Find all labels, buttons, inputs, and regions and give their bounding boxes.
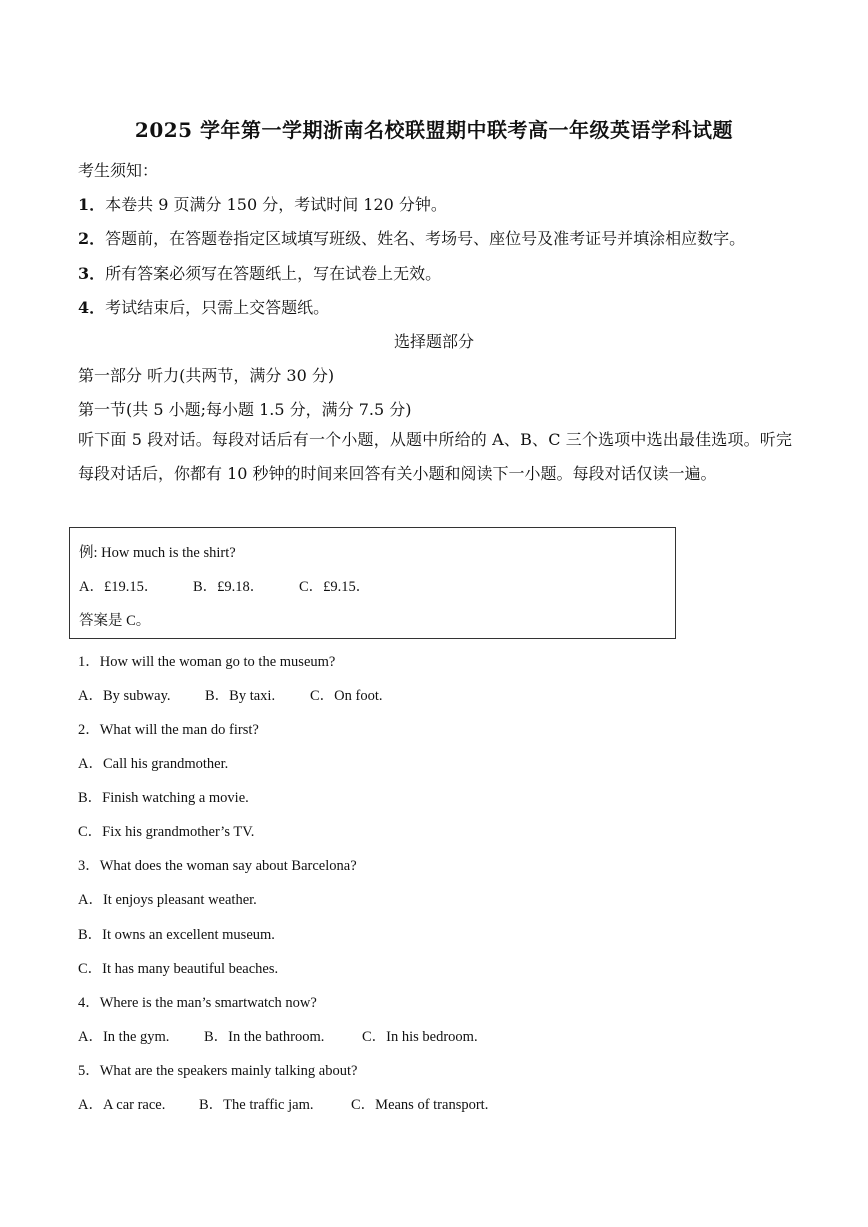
option-a: A．By subway.	[78, 688, 171, 704]
example-options	[79, 575, 370, 596]
notice-item-2	[78, 226, 745, 249]
notice-item-text: 本卷共 9 页满分 150 分，考试时间 120 分钟。	[105, 195, 447, 214]
option-a: A．In the gym.	[78, 1029, 170, 1045]
option-b: B．It owns an excellent museum.	[78, 927, 275, 943]
notice-heading: 考生须知：	[78, 161, 159, 180]
notice-item-text: 答题前，在答题卷指定区域填写班级、姓名、考场号、座位号及准考证号并填涂相应数字。	[105, 229, 746, 248]
example-option-b: B．£9.18．	[193, 579, 265, 595]
notice-item-number: 2．	[78, 229, 106, 248]
question-2: 2．What will the man do first?	[78, 722, 259, 738]
notice-item-number: 1．	[78, 195, 106, 214]
notice-item-1	[78, 192, 447, 215]
option-c: C．Means of transport.	[351, 1097, 489, 1113]
option-b: B．By taxi.	[205, 688, 276, 704]
listening-instruction: 听下面 5 段对话。每段对话后有一个小题，从题中所给的 A、B、C 三个选项中选出最佳选项。听完每段对话后，你都有 10 秒钟的时间来回答有关小题和阅读下一小题。每段对话仅读一遍。	[78, 430, 792, 483]
question-1: 1．How will the woman go to the museum?	[78, 654, 336, 670]
option-c: C．On foot.	[310, 688, 383, 704]
option-b: B．The traffic jam.	[199, 1097, 314, 1113]
notice-item-text: 考试结束后，只需上交答题纸。	[105, 298, 330, 317]
section-title: 选择题部分	[393, 332, 474, 351]
option-a: A．Call his grandmother.	[78, 756, 229, 772]
option-a: A．A car race.	[78, 1097, 166, 1113]
question-4: 4．Where is the man’s smartwatch now?	[78, 995, 317, 1011]
example-answer: 答案是 C。	[79, 613, 151, 629]
example-option-c: C．£9.15．	[299, 579, 371, 595]
question-3: 3．What does the woman say about Barcelona?	[78, 858, 357, 874]
notice-item-number: 3．	[78, 264, 106, 283]
notice-item-3	[78, 261, 441, 284]
example-question: 例: How much is the shirt?	[79, 545, 236, 561]
example-box	[69, 527, 676, 639]
question-5: 5．What are the speakers mainly talking about?	[78, 1063, 358, 1079]
option-c: C．Fix his grandmother’s TV.	[78, 824, 255, 840]
notice-item-4	[78, 295, 329, 318]
section-heading: 第一节(共 5 小题;每小题 1.5 分，满分 7.5 分)	[78, 400, 412, 419]
option-b: B．In the bathroom.	[204, 1029, 325, 1045]
option-b: B．Finish watching a movie.	[78, 790, 249, 806]
question-1-options	[78, 684, 383, 705]
notice-item-number: 4．	[78, 298, 106, 317]
question-4-options	[78, 1025, 478, 1046]
option-c: C．It has many beautiful beaches.	[78, 961, 279, 977]
example-option-a: A．£19.15．	[79, 579, 159, 595]
option-a: A．It enjoys pleasant weather.	[78, 892, 257, 908]
question-5-options	[78, 1093, 488, 1114]
option-c: C．In his bedroom.	[362, 1029, 478, 1045]
part-heading: 第一部分 听力(共两节，满分 30 分)	[78, 366, 335, 385]
page-title: 2025 学年第一学期浙南名校联盟期中联考高一年级英语学科试题	[134, 118, 734, 142]
notice-item-text: 所有答案必须写在答题纸上，写在试卷上无效。	[105, 264, 442, 283]
